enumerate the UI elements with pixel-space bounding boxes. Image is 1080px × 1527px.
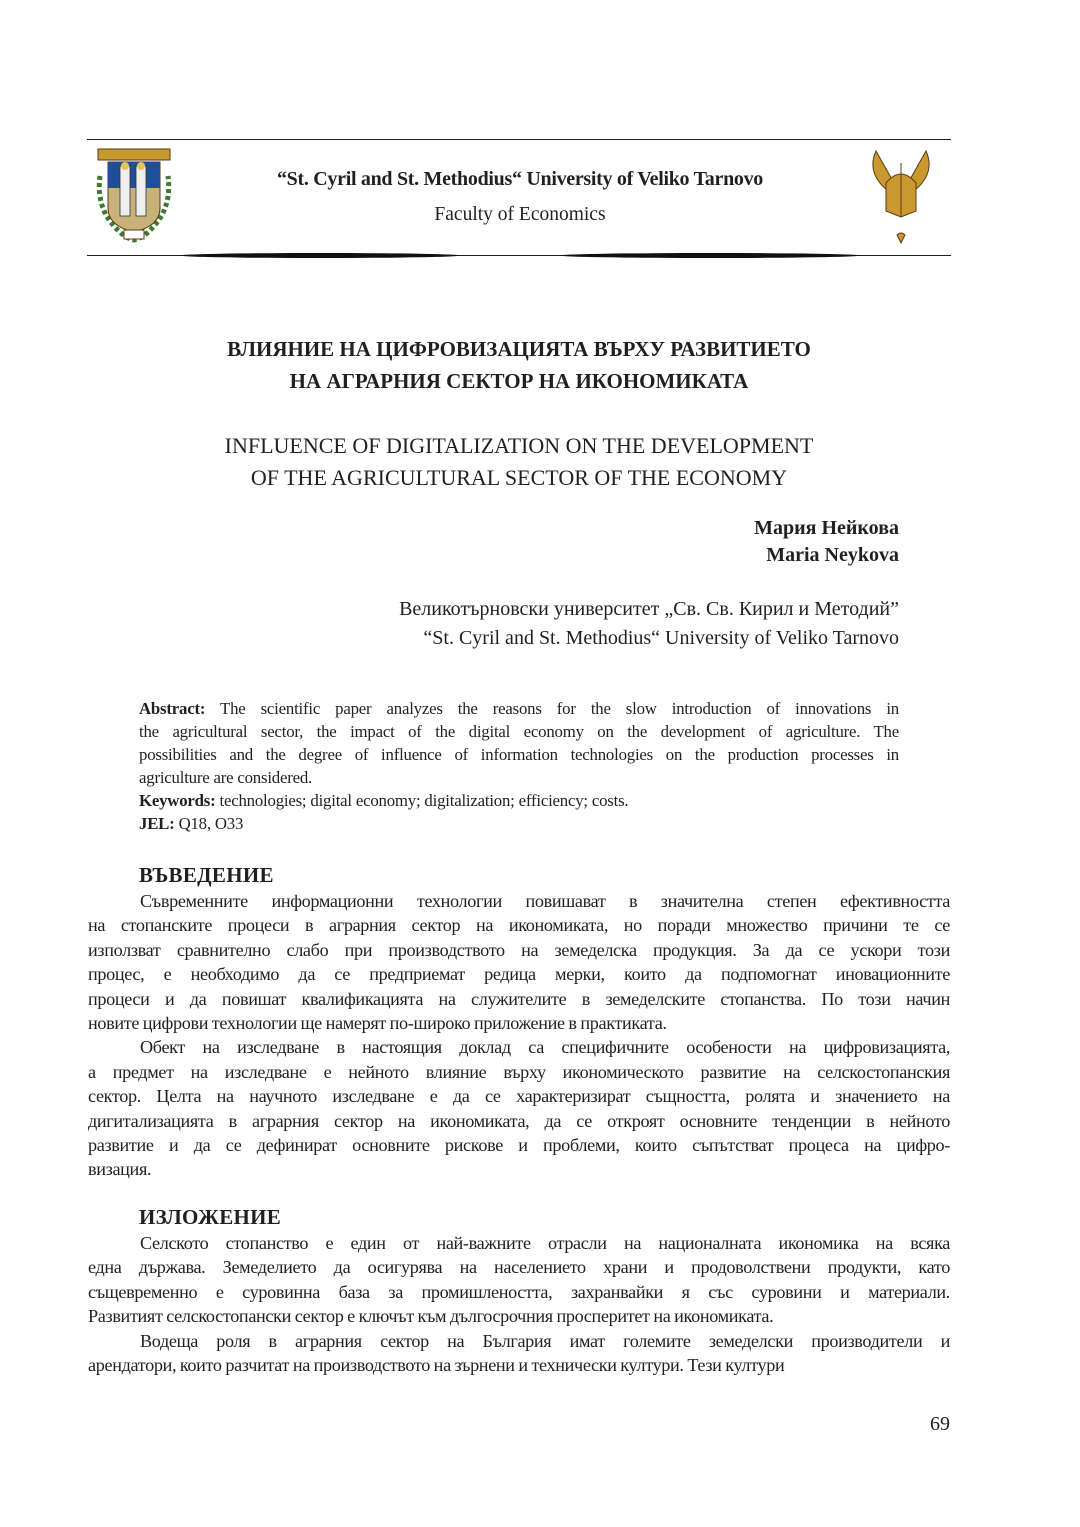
- title-bg-line: ВЛИЯНИЕ НА ЦИФРОВИЗАЦИЯТА ВЪРХУ РАЗВИТИЕТО: [227, 337, 811, 361]
- paragraph-line: процес, е необходимо да се предприемат редица мерки, които да подпомогнат иновационните: [88, 964, 950, 985]
- jel-label: JEL:: [139, 814, 175, 833]
- title-bg: [100, 333, 938, 397]
- paragraph-line: същевременно е суровинна база за промишлеността, захранвайки я със суровини и материали.: [88, 1281, 950, 1302]
- section-body-exposition: [88, 1231, 950, 1377]
- paragraph-line: на стопанските процеси в аграрния сектор на икономиката, но поради множество причини те се: [88, 915, 950, 936]
- authors: [754, 515, 899, 569]
- header-top-rule: [87, 139, 951, 140]
- paragraph-line: сектор. Целта на научното изследване е да се характеризират същността, ролята и значението на: [88, 1086, 950, 1107]
- abstract-line: possibilities and the degree of influence of information technologies on the production processes in: [139, 745, 899, 764]
- abstract-block: [139, 697, 899, 835]
- paragraph-line: а предмет на изследване е нейното влияние върху икономическото развитие на селскостопанския: [88, 1061, 950, 1082]
- paragraph-line: Селското стопанство е един от най-важните отрасли на националната икономика на всяка: [140, 1233, 950, 1253]
- section-heading: ИЗЛОЖЕНИЕ: [139, 1205, 282, 1229]
- author-en: Maria Neykova: [766, 544, 899, 566]
- university-coat-of-arms-icon: [94, 146, 174, 244]
- affiliation: [399, 595, 899, 653]
- paragraph-line: Обект на изследване в настоящия доклад са специфичните особености на цифровизацията,: [140, 1037, 950, 1058]
- paragraph-line: арендатори, които разчитат на производството на зърнени и технически култури. Тези култури: [88, 1355, 785, 1376]
- paragraph-line: Съвременните информационни технологии повишават в значителна степен ефективността: [140, 891, 950, 911]
- abstract-line: agriculture are considered.: [139, 768, 313, 787]
- paragraph-line: използват сравнително слабо при производството на земеделска продукция. За да се ускори този: [88, 939, 950, 960]
- paragraph-line: Водеща роля в аграрния сектор на България имат големите земеделски производители и: [140, 1330, 950, 1351]
- keywords: [139, 789, 899, 812]
- paragraph-line: Развитият селскостопански сектор е ключът към дългосрочния просперитет на икономиката.: [88, 1306, 774, 1327]
- section-body-introduction: [88, 889, 950, 1182]
- paragraph-line: новите цифрови технологии ще намерят по-широко приложение в практиката.: [88, 1013, 667, 1034]
- title-bg-line: НА АГРАРНИЯ СЕКТОР НА ИКОНОМИКАТА: [289, 369, 749, 393]
- paragraph-line: развитие и да се дефинират основните рискове и проблеми, които съпътстват процеса на цифро-: [88, 1135, 950, 1156]
- section-heading: ВЪВЕДЕНИЕ: [139, 863, 274, 887]
- title-en-line: OF THE AGRICULTURAL SECTOR OF THE ECONOMY: [250, 465, 788, 490]
- paragraph-line: една държава. Земеделието да осигурява на населението храни и продоволствени продукти, като: [88, 1257, 950, 1278]
- paragraph-line: визация.: [88, 1159, 152, 1180]
- title-en-line: INFLUENCE OF DIGITALIZATION ON THE DEVELOPMENT: [224, 433, 814, 458]
- abstract-line: The scientific paper analyzes the reasons for the slow introduction of innovations in: [205, 699, 899, 718]
- author-bg: Мария Нейкова: [754, 517, 899, 539]
- keywords-value: technologies; digital economy; digitalization; efficiency; costs.: [215, 791, 629, 810]
- header-swoosh: [180, 253, 460, 258]
- abstract-label: Abstract:: [139, 699, 206, 718]
- jel: [139, 812, 899, 835]
- page-number: 69: [930, 1413, 950, 1435]
- faculty-name: Faculty of Economics: [434, 204, 606, 225]
- affiliation-bg: Великотърновски университет „Св. Св. Кирил и Методий”: [399, 598, 899, 620]
- paragraph-line: процеси и да повишат квалификацията на служителите в земеделските стопанства. По този начин: [88, 988, 950, 1009]
- paragraph-line: дигитализацията в аграрния сектор на икономиката, да се откроят основните тенденции в нейното: [88, 1110, 950, 1131]
- abstract-line: the agricultural sector, the impact of the digital economy on the development of agriculture. The: [139, 722, 899, 741]
- title-en: [100, 430, 938, 494]
- header-swoosh: [560, 253, 860, 258]
- jel-value: Q18, O33: [174, 814, 244, 833]
- faculty-winged-helmet-icon: [866, 143, 936, 249]
- university-name: “St. Cyril and St. Methodius“ University of Veliko Tarnovo: [276, 168, 763, 190]
- affiliation-en: “St. Cyril and St. Methodius“ University of Veliko Tarnovo: [423, 627, 899, 649]
- keywords-label: Keywords:: [139, 791, 216, 810]
